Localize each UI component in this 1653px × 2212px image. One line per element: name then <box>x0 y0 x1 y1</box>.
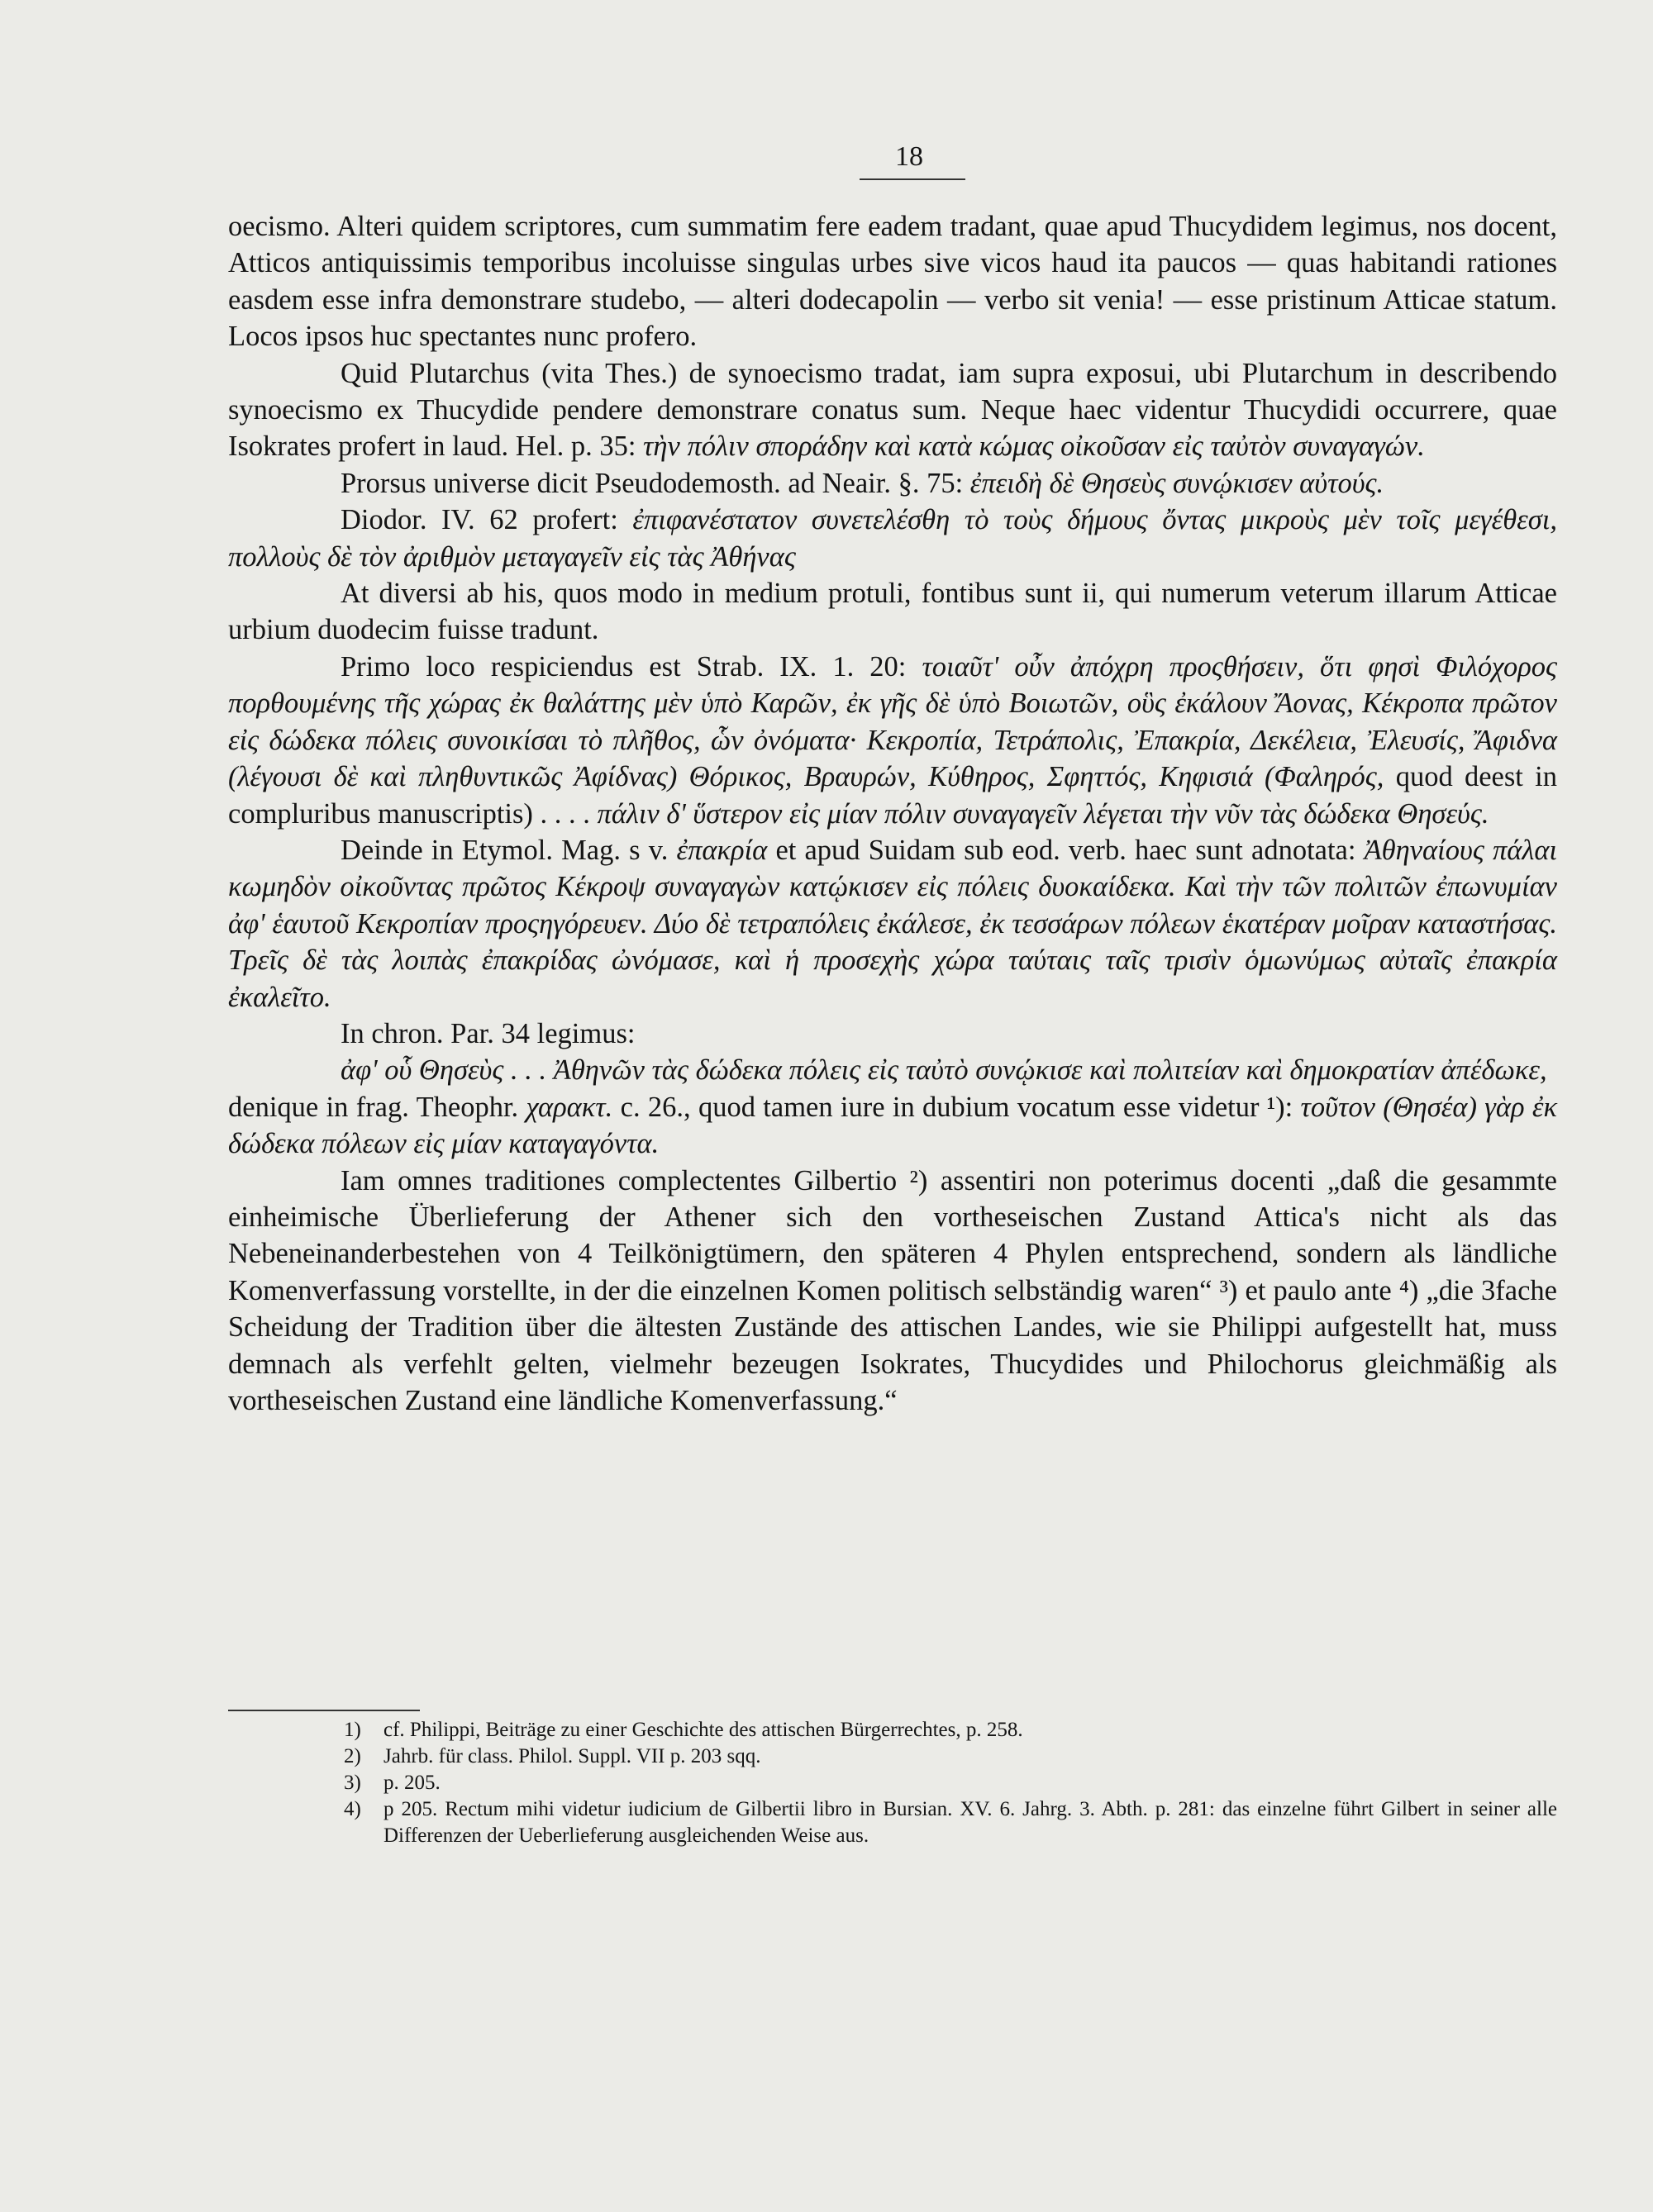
p7-text-2: et apud Suidam sub eod. verb. haec sunt adnotata: <box>775 834 1356 866</box>
footnote-text: Jahrb. für class. Philol. Suppl. VII p. 203 sqq. <box>383 1745 761 1767</box>
main-text <box>228 208 1557 1419</box>
paragraph-6 <box>228 649 1557 832</box>
p6-greek-2: πάλιν δ' ὕστερον εἰς μίαν πόλιν συναγαγεῖν λέγεται τὴν νῦν τὰς δώδεκα Θησεύς. <box>597 797 1489 830</box>
p10-text: Iam omnes traditiones complectentes Gilbertio ²) assentiri non poterimus docenti „daß die gesammte einheimische Überlieferung der Athener sich den vortheseischen Zustand Attica's nicht als das Nebeneinanderbestehen von 4 Teilkönigtümern, den späteren 4 Phylen entsprechend, sondern als ländliche Komenverfassung vorstellte, in der die einzelnen Komen politisch selbständig waren“ ³) et paulo ante ⁴) „die 3fache Scheidung der Tradition über die ältesten Zustände des attischen Landes, wie sie Philippi aufgestellt hat, muss demnach als verfehlt gelten, vielmehr bezeugen Isokrates, Thucydides und Philochorus gleichmäßig als vortheseischen Zustand eine ländliche Komenverfassung.“ <box>228 1164 1557 1416</box>
page-number: 18 <box>895 141 923 172</box>
footnotes <box>228 1717 1557 1849</box>
footnote-number: 4) <box>344 1798 361 1820</box>
paragraph-1 <box>228 208 1557 355</box>
p3-text: Prorsus universe dicit Pseudodemosth. ad Neair. §. 75: <box>341 467 964 499</box>
p4-greek: ἐπιφανέστατον συνετελέσθη τὸ τοὺς δήμους ὄντας μικροὺς μὲν τοῖς μεγέθεσι, πολλοὺς δὲ τὸν ἀριθμὸν μεταγαγεῖν εἰς τὰς Ἀθήνας <box>228 504 1557 573</box>
footnote-rule <box>228 1710 420 1711</box>
footnote <box>228 1743 1557 1770</box>
p9-greek: τοῦτον (Θησέα) γὰρ ἐκ δώδεκα πόλεων εἰς μίαν καταγαγόντα. <box>228 1091 1558 1160</box>
paragraph-9 <box>228 1089 1557 1163</box>
p8-text: In chron. Par. 34 legimus: <box>341 1017 636 1049</box>
paragraph-8 <box>228 1016 1557 1052</box>
footnote-text: cf. Philippi, Beiträge zu einer Geschichte des attischen Bürgerrechtes, p. 258. <box>383 1719 1023 1741</box>
paragraph-7 <box>228 832 1557 1016</box>
p3-greek: ἐπειδὴ δὲ Θησεὺς συνῴκισεν αὐτούς. <box>969 467 1384 499</box>
footnote <box>228 1717 1557 1743</box>
p9-text: denique in frag. Theophr. <box>228 1091 519 1123</box>
quote-greek: ἀφ' οὗ Θησεὺς . . . Ἀθηνῶν τὰς δώδεκα πόλεις εἰς ταὐτὸ συνῴκισε καὶ πολιτείαν καὶ δημοκρατίαν ἀπέδωκε, <box>341 1054 1547 1087</box>
paragraph-5 <box>228 575 1557 649</box>
footnote <box>228 1770 1557 1796</box>
paragraph-2 <box>228 355 1557 465</box>
footnote-number: 1) <box>344 1719 361 1741</box>
p2-text: Quid Plutarchus (vita Thes.) de synoecismo tradat, iam supra exposui, ubi Plutarchum in describendo synoecismo ex Thucydide pendere demonstrare conatus sum. Neque haec videntur Thucydidi occurrere, quae Isokrates profert in laud. Hel. p. 35: <box>228 357 1557 463</box>
paragraph-4 <box>228 502 1557 575</box>
paragraph-3 <box>228 465 1557 502</box>
p9-text-2: c. 26., quod tamen iure in dubium vocatum esse videtur ¹): <box>620 1091 1293 1123</box>
footnote-text: p. 205. <box>383 1772 441 1794</box>
p2-greek: τὴν πόλιν σποράδην καὶ κατὰ κώμας οἰκοῦσαν εἰς ταὐτὸν συναγαγών. <box>643 431 1425 463</box>
footnote-number: 2) <box>344 1745 361 1767</box>
p5-text: At diversi ab his, quos modo in medium protuli, fontibus sunt ii, qui numerum veterum illarum Atticae urbium duodecim fuisse tradunt. <box>228 578 1557 646</box>
p4-text: Diodor. IV. 62 profert: <box>341 504 618 536</box>
footnote-number: 3) <box>344 1772 361 1794</box>
p7-text: Deinde in Etymol. Mag. s v. <box>341 834 669 866</box>
p1-text: oecismo. Alteri quidem scriptores, cum summatim fere eadem tradant, quae apud Thucydidem legimus, nos docent, Atticos antiquissimis temporibus incoluisse singulas urbes sive vicos haud ita paucos — quas habitandi rationes easdem esse infra demonstrare studebo, — alteri dodecapolin — verbo sit venia! — esse pristinum Atticae statum. Locos ipsos huc spectantes nunc profero. <box>228 211 1557 353</box>
p7-greek: Ἀθηναίους πάλαι κωμηδὸν οἰκοῦντας πρῶτος Κέκροψ συναγαγὼν κατῴκισεν εἰς πόλεις δυοκαίδεκα. Καὶ τὴν τῶν πολιτῶν ἐπωνυμίαν ἀφ' ἑαυτοῦ Κεκροπίαν προςηγόρευεν. Δύο δὲ τετραπόλεις ἐκάλεσε, ἐκ τεσσάρων πόλεων ἑκατέραν μοῖραν καταστήσας. Τρεῖς δὲ τὰς λοιπὰς ἐπακρίδας ὠνόμασε, καὶ ἡ προσεχὴς χώρα ταύταις ταῖς τρισὶν ὁμωνύμως αὐταῖς ἐπακρία ἐκαλεῖτο. <box>228 834 1558 1013</box>
p6-text-2: quod deest in compluribus manuscriptis) . . . . <box>228 761 1557 830</box>
footnote <box>228 1796 1557 1849</box>
footnote-text: p 205. Rectum mihi videtur iudicium de Gilbertii libro in Bursian. XV. 6. Jahrg. 3. Abth. p. 281: das einzelne führt Gilbert in seiner alle Differenzen der Ueberlieferung ausgleichenden Weise aus. <box>383 1798 1557 1847</box>
p6-text: Primo loco respiciendus est Strab. IX. 1. 20: <box>341 650 907 683</box>
paragraph-10 <box>228 1163 1557 1420</box>
p7-greek-word: ἐπακρία <box>676 834 768 866</box>
p9-greek-word: χαρακτ. <box>526 1091 613 1123</box>
p6-greek-1: τοιαῦτ' οὖν ἀπόχρη προςθήσειν, ὅτι φησὶ Φιλόχορος πορθουμένης τῆς χώρας ἐκ θαλάττης μὲν ὑπὸ Καρῶν, ἐκ γῆς δὲ ὑπὸ Βοιωτῶν, οὓς ἐκάλουν Ἄονας, Κέκροπα πρῶτον εἰς δώδεκα πόλεις συνοικίσαι τὸ πλῆθος, ὧν ὀνόματα· Κεκροπία, Τετράπολις, Ἐπακρία, Δεκέλεια, Ἐλευσίς, Ἄφιδνα (λέγουσι δὲ καὶ πληθυντικῶς Ἀφίδνας) Θόρικος, Βραυρών, Κύθηρος, Σφηττός, Κηφισιά (Φαληρός, <box>228 650 1558 793</box>
block-quote <box>228 1052 1557 1088</box>
page-number-rule <box>860 178 965 180</box>
